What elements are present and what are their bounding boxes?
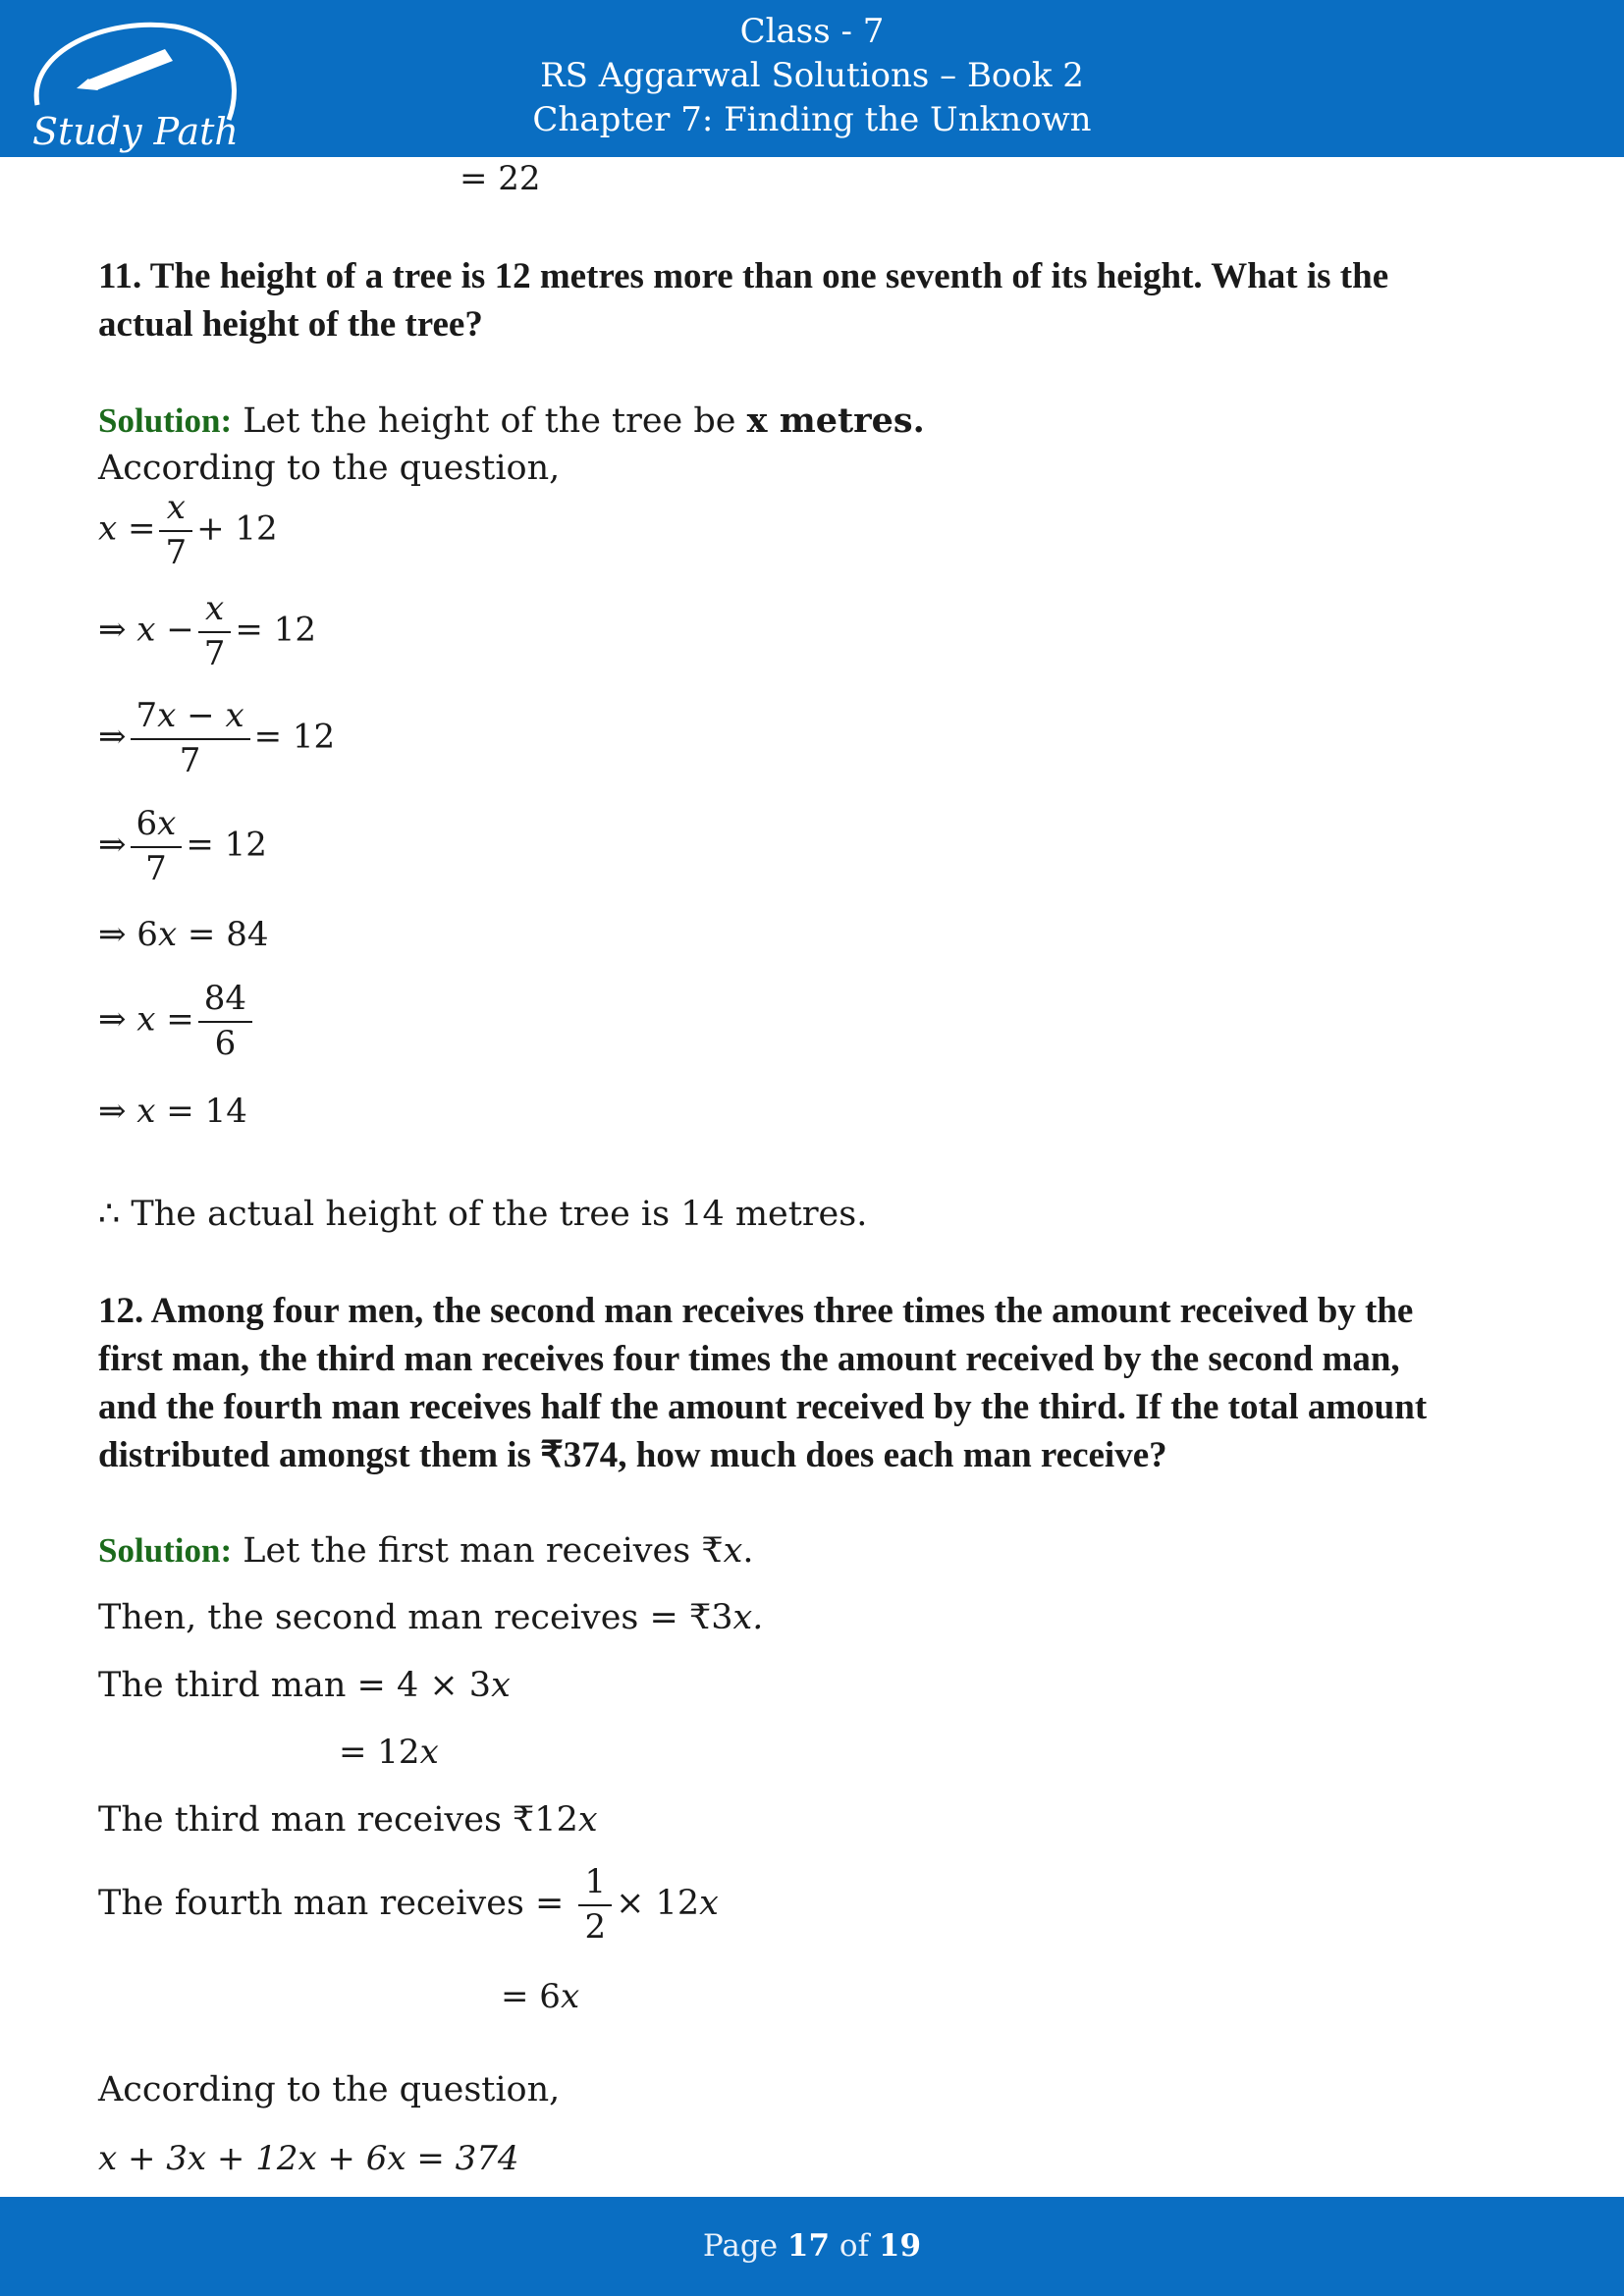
- q12-third-eq: = 12x: [339, 1733, 439, 1772]
- page-indicator: Page 17 of 19: [702, 2228, 922, 2264]
- header-class: Class - 7: [739, 12, 885, 51]
- q12-solution: Solution: Let the first man receives ₹x.: [98, 1531, 754, 1571]
- page-footer: [0, 2197, 1624, 2296]
- q12-third-receives: The third man receives ₹12x: [98, 1800, 598, 1840]
- q12-line1: 12. Among four men, the second man receives three times the amount received by the: [98, 1291, 1414, 1331]
- solution-text: Let the height of the tree be: [232, 401, 747, 441]
- q11-eq1: x = $\frac{x}{7}$ + 12: [98, 488, 278, 572]
- q11-line1: 11. The height of a tree is 12 metres more than one seventh of its height. What is the: [98, 256, 1389, 296]
- q12-second: Then, the second man receives = ₹3x.: [98, 1598, 764, 1637]
- solution-label: Solution:: [98, 1531, 233, 1570]
- q11-eq6: ⇒ x = $\frac{84}{6}$: [98, 982, 256, 1061]
- q11-conclusion: ∴ The actual height of the tree is 14 metres.: [98, 1195, 868, 1234]
- header-book: RS Aggarwal Solutions – Book 2: [540, 56, 1084, 95]
- solution-text: Let the first man receives ₹: [232, 1531, 724, 1571]
- q11-according: According to the question,: [98, 449, 561, 488]
- solution-variable: x metres.: [746, 400, 925, 441]
- solution-label: Solution:: [98, 401, 233, 440]
- q11-eq7: ⇒ x = 14: [98, 1092, 247, 1131]
- q11-eq2: ⇒ x − $\frac{x}{7}$ = 12: [98, 589, 316, 673]
- q12-line3: and the fourth man receives half the amount received by the third. If the total amount: [98, 1387, 1428, 1427]
- q12-line4: distributed amongst them is ₹374, how much does each man receive?: [98, 1435, 1167, 1475]
- q11-eq3: ⇒ $\frac{7x - x}{7}$ = 12: [98, 696, 336, 780]
- q12-fourth-eq: = 6x: [501, 1977, 580, 2016]
- q12-third: The third man = 4 × 3x: [98, 1666, 511, 1705]
- logo-text: Study Path: [32, 110, 239, 153]
- q12-fourth: The fourth man receives = $\frac{1}{2}$ × 12x: [98, 1862, 719, 1947]
- header-chapter: Chapter 7: Finding the Unknown: [532, 100, 1092, 139]
- q12-final-eq: x + 3x + 12x + 6x = 374: [98, 2139, 519, 2178]
- page-header: [0, 0, 1624, 157]
- q11-eq5: ⇒ 6x = 84: [98, 915, 269, 954]
- top-result: = 22: [460, 159, 541, 198]
- q11-line2: actual height of the tree?: [98, 304, 483, 345]
- q11-eq4: ⇒ $\frac{6x}{7}$ = 12: [98, 804, 267, 888]
- q12-line2: first man, the third man receives four times the amount received by the second man,: [98, 1339, 1400, 1379]
- q12-according: According to the question,: [98, 2070, 561, 2109]
- q11-solution: [98, 400, 925, 441]
- page-number: 17: [786, 2228, 831, 2264]
- page-total: 19: [878, 2228, 922, 2264]
